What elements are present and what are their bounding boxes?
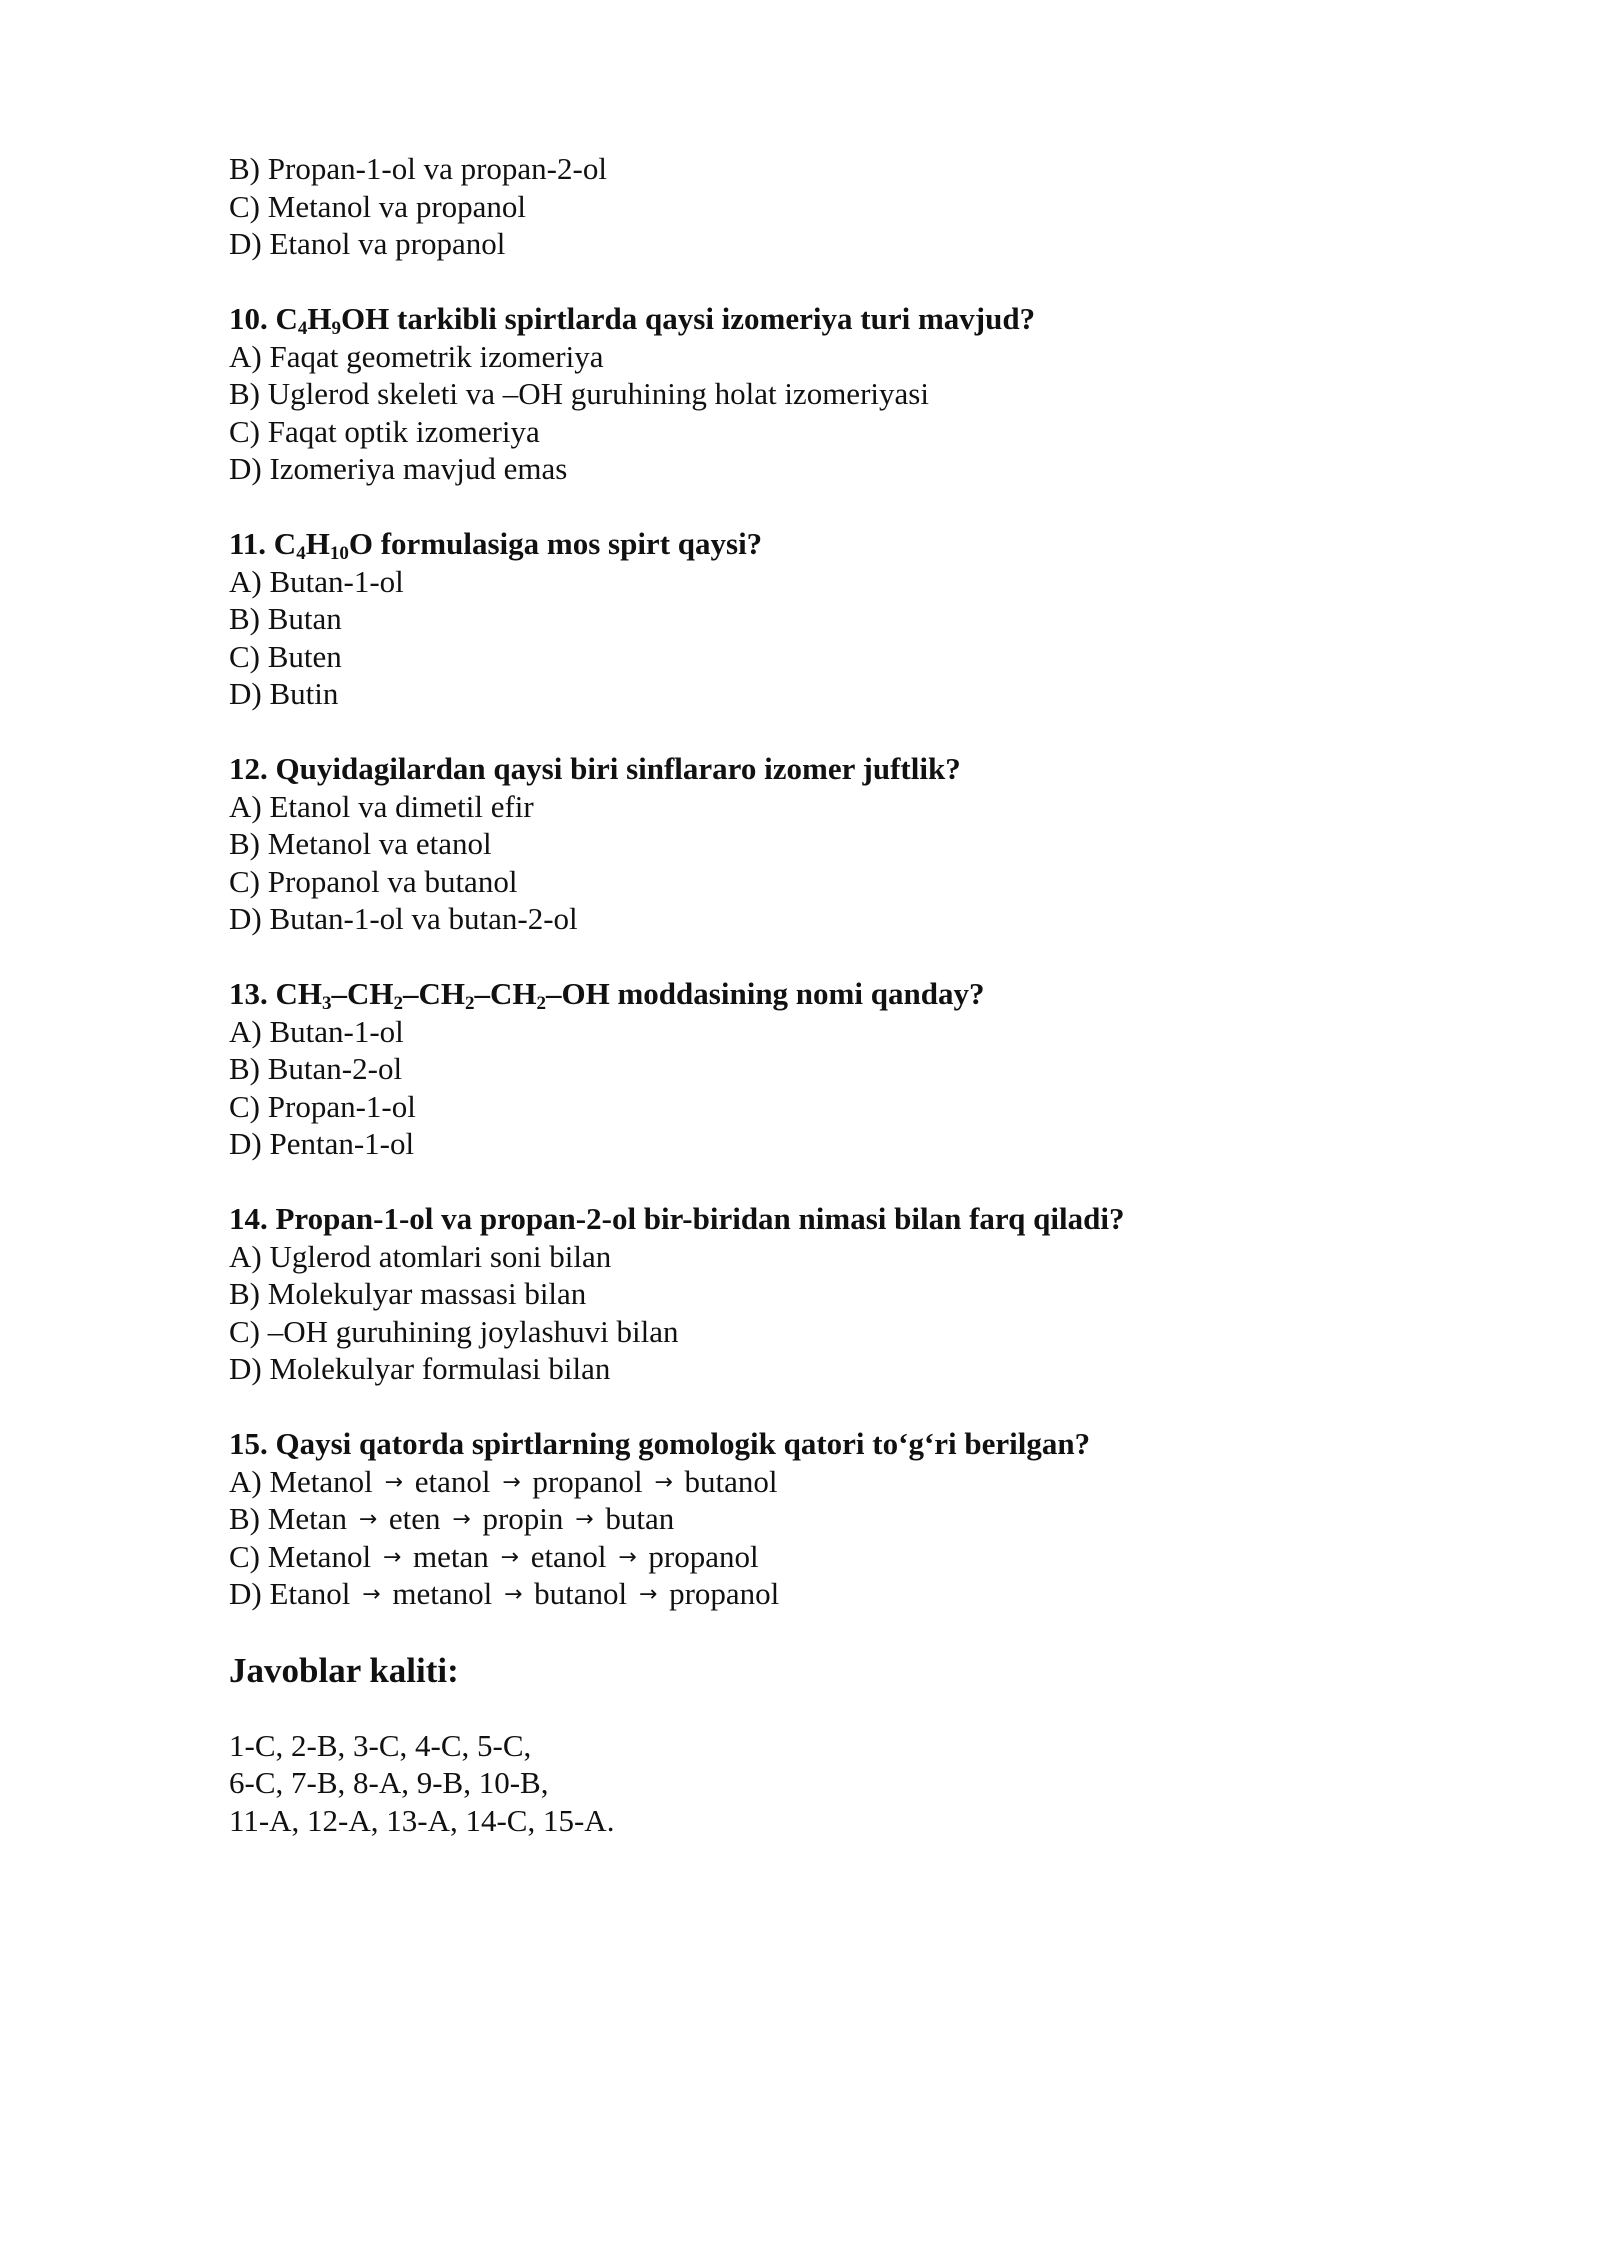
question-15: 15. Qaysi qatorda spirtlarning gomologik qatori to‘g‘ri berilgan?	[229, 1426, 1091, 1461]
option-12c: C) Propanol va butanol	[229, 863, 518, 899]
option-9d: D) Etanol va propanol	[229, 226, 506, 261]
option-14b: B) Molekulyar massasi bilan	[229, 1276, 587, 1311]
question-12: 12. Quyidagilardan qaysi biri sinflararo izomer juftlik?	[229, 751, 961, 786]
option-9b: B) Propan-1-ol va propan-2-ol	[229, 151, 607, 186]
question-11: 11. $C_4H_{10}O$ formulasiga mos spirt qaysi?	[229, 526, 763, 564]
arrow-icon: →	[638, 1582, 658, 1607]
arrow-icon: →	[502, 1469, 521, 1495]
option-15b: B) Metan → eten → propin → butan	[229, 1501, 675, 1536]
answer-key-line: 11-A, 12-A, 13-A, 14-C, 15-A.	[229, 1802, 615, 1838]
option-9c: C) Metanol va propanol	[229, 188, 527, 224]
option-14a: A) Uglerod atomlari soni bilan	[229, 1238, 612, 1274]
option-15a: A) Metanol → etanol → propanol → butanol	[229, 1463, 778, 1499]
option-11c: C) Buten	[229, 638, 342, 674]
arrow-icon: →	[382, 1544, 402, 1570]
option-14c: C) –OH guruhining joylashuvi bilan	[229, 1313, 679, 1349]
arrow-icon: →	[575, 1507, 594, 1532]
answer-key-line: 1-C, 2-B, 3-C, 4-C, 5-C,	[229, 1727, 532, 1763]
arrow-icon: →	[500, 1544, 519, 1570]
answer-key-line: 6-C, 7-B, 8-A, 9-B, 10-B,	[229, 1765, 549, 1800]
arrow-icon: →	[452, 1507, 471, 1532]
arrow-icon: →	[618, 1544, 637, 1570]
arrow-icon: →	[358, 1507, 378, 1532]
option-10c: C) Faqat optik izomeriya	[229, 413, 540, 449]
arrow-icon: →	[384, 1469, 403, 1495]
option-10d: D) Izomeriya mavjud emas	[229, 451, 568, 486]
option-13d: D) Pentan-1-ol	[229, 1126, 415, 1161]
arrow-icon: →	[654, 1469, 673, 1495]
option-13a: A) Butan-1-ol	[229, 1013, 404, 1049]
option-10b: B) Uglerod skeleti va –OH guruhining holat izomeriyasi	[229, 376, 929, 411]
arrow-icon: →	[362, 1582, 381, 1607]
answer-key-heading: Javoblar kaliti:	[229, 1650, 459, 1690]
option-11d: D) Butin	[229, 676, 339, 711]
option-13c: C) Propan-1-ol	[229, 1088, 416, 1124]
question-14: 14. Propan-1-ol va propan-2-ol bir-biridan nimasi bilan farq qiladi?	[229, 1201, 1125, 1236]
option-12b: B) Metanol va etanol	[229, 826, 492, 861]
question-13: 13. $CH_3-CH_2-CH_2-CH_2-OH$ moddasining nomi qanday?	[229, 976, 985, 1014]
option-15c: C) Metanol → metan → etanol → propanol	[229, 1538, 759, 1574]
option-12d: D) Butan-1-ol va butan-2-ol	[229, 901, 578, 936]
option-10a: A) Faqat geometrik izomeriya	[229, 338, 604, 374]
option-13b: B) Butan-2-ol	[229, 1051, 403, 1086]
option-14d: D) Molekulyar formulasi bilan	[229, 1351, 611, 1386]
option-12a: A) Etanol va dimetil efir	[229, 788, 534, 824]
option-15d: D) Etanol → metanol → butanol → propanol	[229, 1576, 780, 1611]
quiz-content	[229, 150, 1479, 1839]
option-11b: B) Butan	[229, 601, 342, 636]
arrow-icon: →	[503, 1582, 523, 1607]
question-10: 10. $C_4H_9OH$ tarkibli spirtlarda qaysi izomeriya turi mavjud?	[229, 301, 1036, 339]
option-11a: A) Butan-1-ol	[229, 563, 404, 599]
